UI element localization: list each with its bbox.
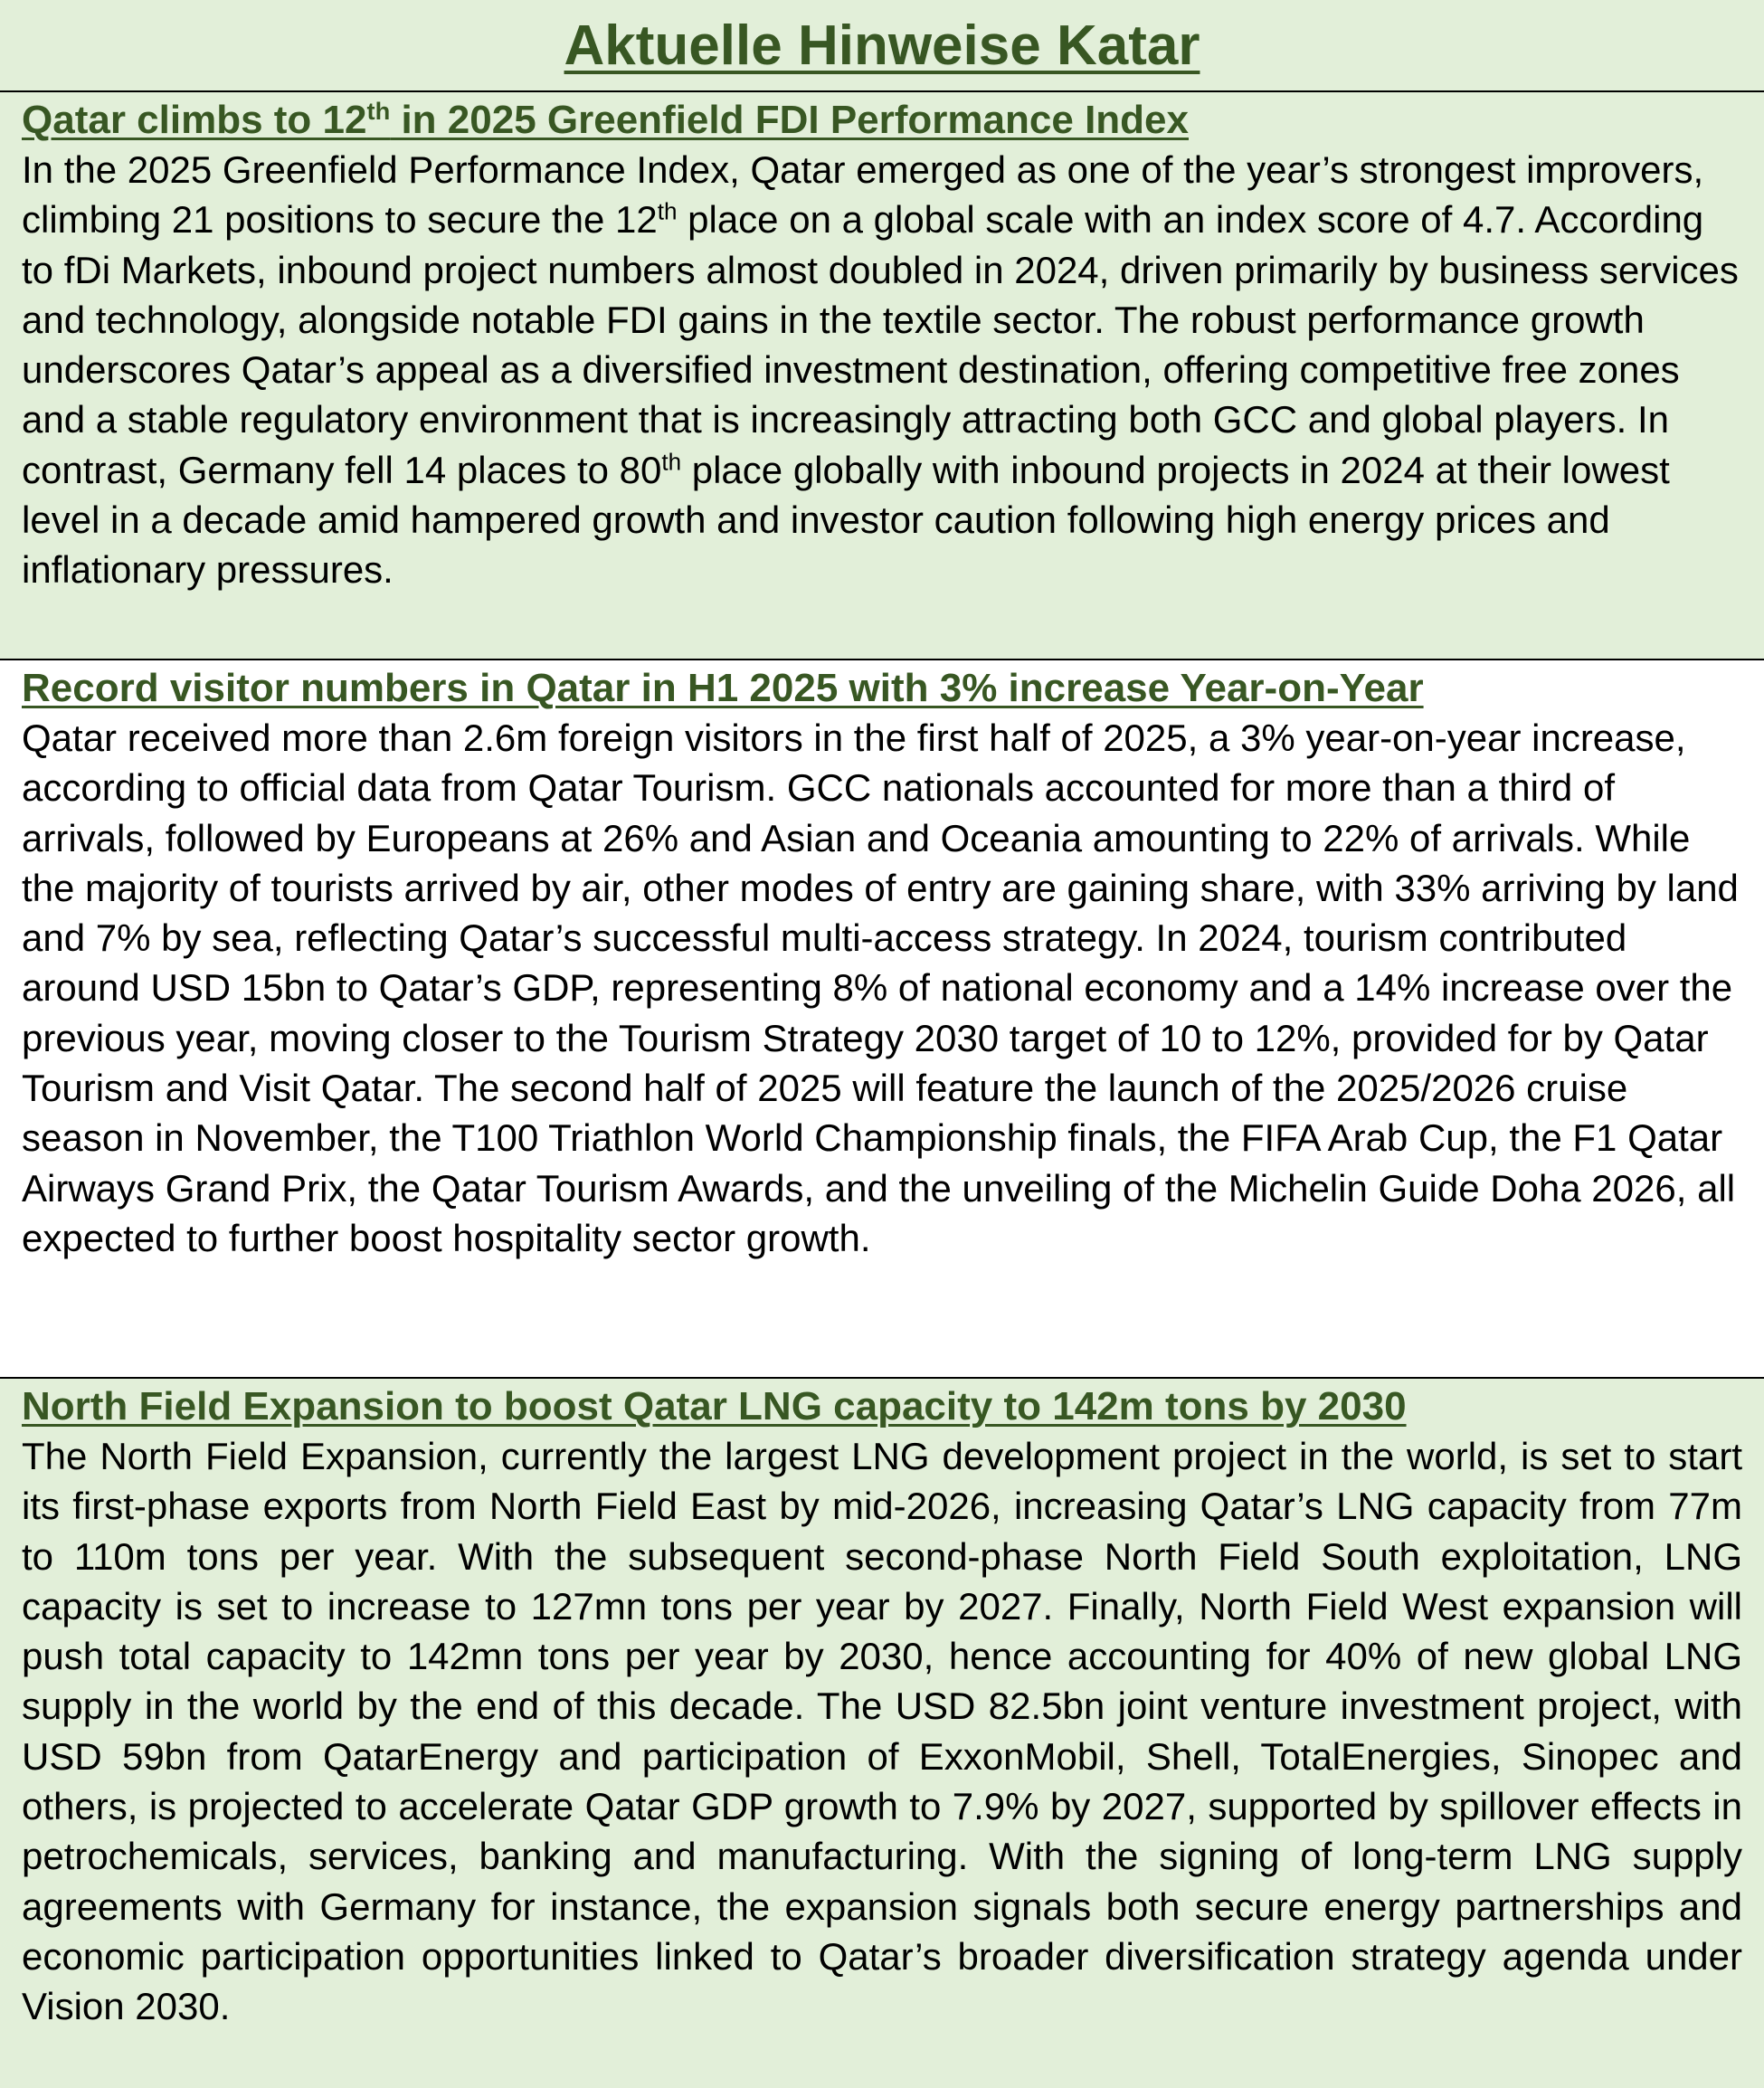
section-title-fdi-index	[22, 96, 1742, 145]
title-bar	[0, 0, 1764, 90]
section-title-text: Qatar climbs to 12	[22, 98, 367, 142]
ordinal-suffix: th	[366, 97, 391, 125]
ordinal-suffix: th	[657, 197, 678, 225]
section-fdi-index	[0, 90, 1764, 659]
section-body-visitor-numbers: Qatar received more than 2.6m foreign visitors in the first half of 2025, a 3% year-on-year increase, according to official data from Qatar Tourism. GCC nationals accounted for more than a third of arrivals, followed by Europeans at 26% and Asian and Oceania amounting to 22% of arrivals. While the majority of tourists arrived by air, other modes of entry are gaining share, with 33% arriving by land and 7% by sea, reflecting Qatar’s successful multi-access strategy. In 2024, tourism contributed around USD 15bn to Qatar’s GDP, representing 8% of national economy and a 14% increase over the previous year, moving closer to the Tourism Strategy 2030 target of 10 to 12%, provided for by Qatar Tourism and Visit Qatar. The second half of 2025 will feature the launch of the 2025/2026 cruise season in November, the T100 Triathlon World Championship finals, the FIFA Arab Cup, the F1 Qatar Airways Grand Prix, the Qatar Tourism Awards, and the unveiling of the Michelin Guide Doha 2026, all expected to further boost hospitality sector growth.	[22, 717, 1739, 1259]
section-visitor-numbers	[0, 659, 1764, 1377]
section-title-visitor-numbers: Record visitor numbers in Qatar in H1 2025 with 3% increase Year-on-Year	[22, 666, 1424, 710]
page-title: Aktuelle Hinweise Katar	[564, 14, 1200, 77]
section-title-north-field: North Field Expansion to boost Qatar LNG capacity to 142m tons by 2030	[22, 1384, 1407, 1428]
paragraph-text: place globally with inbound projects in 2024 at their lowest level in a decade amid hampered growth and investor caution following high energy prices and inflationary pressures.	[22, 448, 1670, 592]
paragraph-text: In the 2025 Greenfield Performance Index, Qatar emerged as one of the year’s strongest improvers, climbing 21 positions to secure the 12	[22, 148, 1704, 242]
paragraph-text: place on a global scale with an index score of 4.7. According to fDi Markets, inbound project numbers almost doubled in 2024, driven primarily by business services and technology, alongside notable FDI gains in the textile sector. The robust performance growth underscores Qatar’s appeal as a diversified investment destination, offering competitive free zones and a stable regulatory environment that is increasingly attracting both GCC and global players. In contrast, Germany fell 14 places to 80	[22, 198, 1739, 491]
section-body-fdi-index	[22, 145, 1742, 595]
section-title-text: in 2025 Greenfield FDI Performance Index	[390, 98, 1189, 142]
section-north-field	[0, 1377, 1764, 2088]
section-body-north-field: The North Field Expansion, currently the largest LNG development project in the world, is set to start its first-phase exports from North Field East by mid-2026, increasing Qatar’s LNG capacity from 77m to 110m tons per year. With the subsequent second-phase North Field South exploitation, LNG capacity is set to increase to 127mn tons per year by 2027. Finally, North Field West expansion will push total capacity to 142mn tons per year by 2030, hence accounting for 40% of new global LNG supply in the world by the end of this decade. The USD 82.5bn joint venture investment project, with USD 59bn from QatarEnergy and participation of ExxonMobil, Shell, TotalEnergies, Sinopec and others, is projected to accelerate Qatar GDP growth to 7.9% by 2027, supported by spillover effects in petrochemicals, services, banking and manufacturing. With the signing of long-term LNG supply agreements with Germany for instance, the expansion signals both secure energy partnerships and economic participation opportunities linked to Qatar’s broader diversification strategy agenda under Vision 2030.	[22, 1435, 1742, 2028]
ordinal-suffix: th	[661, 448, 682, 476]
